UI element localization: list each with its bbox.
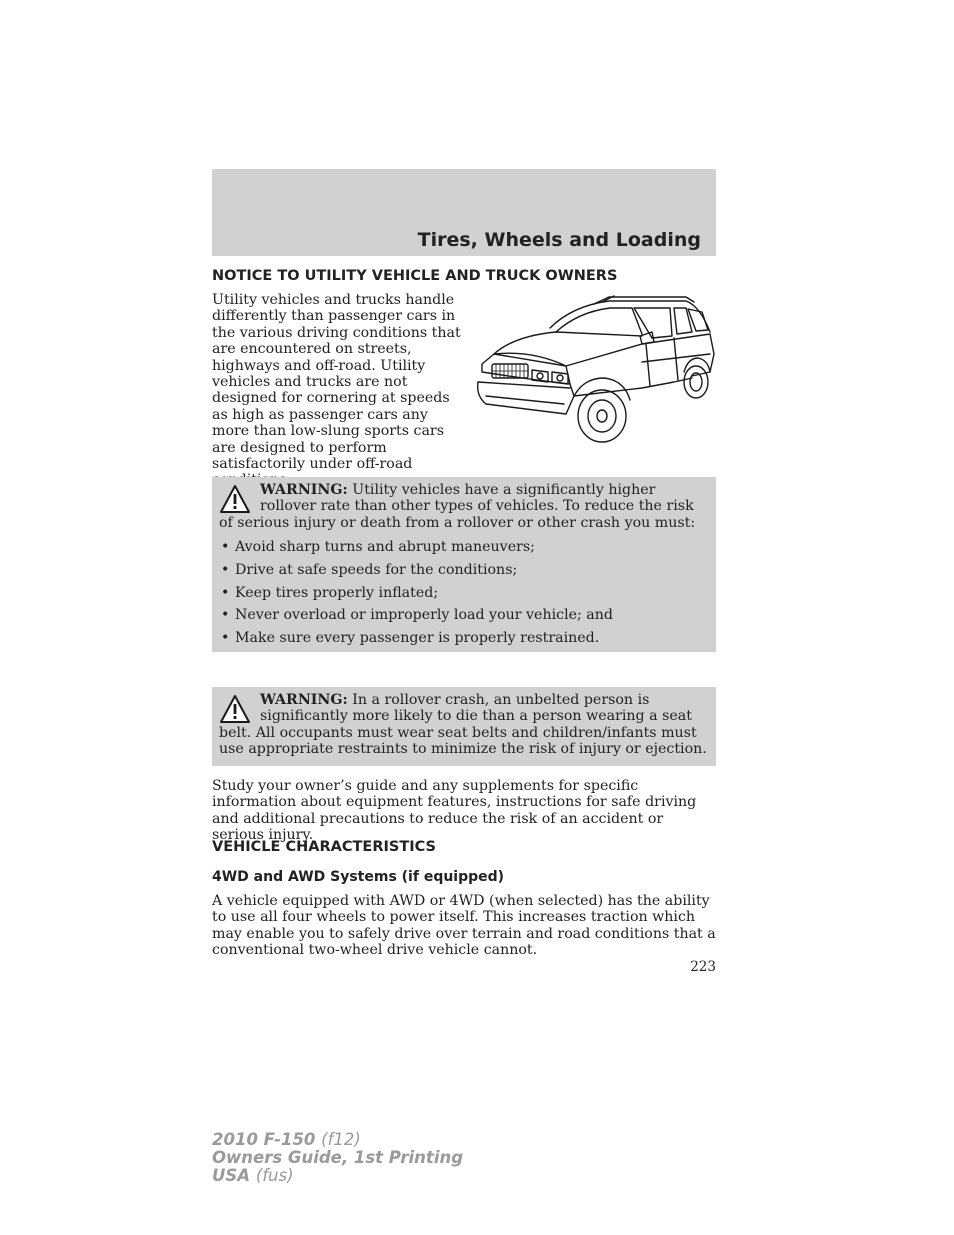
4wd-paragraph: A vehicle equipped with AWD or 4WD (when selected) has the ability to use all four wheels to power itself. This increases traction which may enable you to safely drive over terrain and road conditions that a conventional two-wheel drive vehicle cannot. (212, 893, 716, 959)
chapter-title: Tires, Wheels and Loading (417, 229, 701, 251)
list-item: • Keep tires properly inflated; (221, 584, 439, 601)
warning-box-rollover (212, 477, 716, 652)
list-item: • Make sure every passenger is properly restrained. (221, 630, 600, 647)
subsection-title-4wd: 4WD and AWD Systems (if equipped) (212, 869, 505, 885)
section-title-vehicle-characteristics: VEHICLE CHARACTERISTICS (212, 839, 436, 855)
study-paragraph: Study your owner’s guide and any supplements for specific information about equipment features, instructions for safe driving and additional precautions to reduce the risk of an accident or serious injury. (212, 778, 697, 844)
intro-paragraph: Utility vehicles and trucks handle differently than passenger cars in the various driving conditions that are encountered on streets, highways and off-road. Utility vehicles and trucks are not designed for cornering at speeds as high as passenger cars any more than low-slung sports cars are designed to perform satisfactorily under off-road (212, 292, 461, 473)
warning-body: In a rollover crash, an unbelted person is significantly more likely to die than a person wearing a seat belt. All occupants must wear seat belts and children/infants must use appropriate restraints to minimize the risk of injury or ejection. (219, 692, 707, 758)
warning-triangle-icon (219, 694, 251, 724)
section-header-band (212, 169, 716, 256)
utility-vehicle-illustration (474, 292, 718, 444)
document-footer (212, 1131, 463, 1185)
list-item: • Never overload or improperly load your vehicle; and (221, 607, 613, 624)
list-item: • Drive at safe speeds for the conditions; (221, 561, 518, 578)
footer-line-region: USA (fus) (212, 1166, 294, 1185)
list-item: • Avoid sharp turns and abrupt maneuvers; (221, 539, 535, 556)
safety-bullet-list (219, 539, 708, 646)
warning-text (219, 692, 708, 758)
warning-body: Utility vehicles have a significantly higher rollover rate than other types of vehicles. To reduce the risk of serious injury or death from a rollover or other crash you must: (219, 482, 696, 531)
warning-label: WARNING: (260, 692, 348, 708)
section-title-notice: NOTICE TO UTILITY VEHICLE AND TRUCK OWNERS (212, 268, 618, 284)
footer-line-guide: Owners Guide, 1st Printing (212, 1148, 464, 1167)
footer-line-model: 2010 F-150 (f12) (212, 1130, 361, 1149)
warning-label: WARNING: (260, 482, 348, 498)
warning-text (219, 482, 708, 531)
page-number: 223 (690, 959, 716, 975)
warning-triangle-icon (219, 484, 251, 514)
warning-box-seatbelt (212, 687, 716, 766)
